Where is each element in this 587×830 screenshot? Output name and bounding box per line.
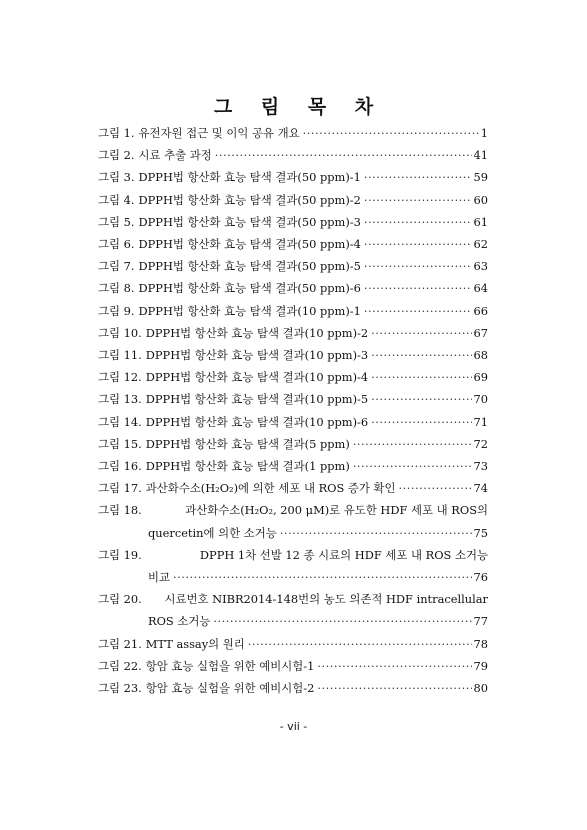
page-number: 62 [473, 237, 488, 252]
page-number: 61 [473, 214, 488, 229]
page-number: 71 [473, 414, 488, 429]
page-number: 75 [473, 525, 488, 540]
leader-dots [353, 433, 472, 455]
toc-entry-wrapped[interactable] [98, 544, 488, 588]
toc-entry[interactable]: 그림 21. MTT assay의 원리 ····· 78 [98, 633, 488, 655]
leader-dots [371, 388, 471, 410]
page-number: 63 [473, 259, 488, 274]
entry-first-line: 그림 18. 과산화수소(H₂O₂, 200 μM)로 유도한 HDF 세포 내 ROS의 [98, 503, 488, 518]
page-number: 59 [473, 170, 488, 185]
leader-dots [364, 300, 472, 322]
toc-entry[interactable]: 그림 17. 과산화수소(H₂O₂)에 의한 세포 내 ROS 증가 확인 ····· 74 [98, 477, 488, 499]
page-number: 76 [473, 570, 488, 585]
entry-first-line: 그림 19. DPPH 1차 선발 12 종 시료의 HDF 세포 내 ROS 소거능 [98, 547, 488, 562]
leader-dots [364, 233, 472, 255]
leader-dots [371, 344, 471, 366]
page-number: 78 [473, 636, 488, 651]
toc-entry[interactable]: 그림 9. DPPH법 항산화 효능 탐색 결과(10 ppm)-1 ····· 66 [98, 300, 488, 322]
page-title: 그 림 목 차 [213, 96, 385, 118]
toc-entry[interactable]: 그림 16. DPPH법 항산화 효능 탐색 결과(1 ppm) ····· 73 [98, 455, 488, 477]
leader-dots [213, 610, 471, 632]
page-number: 80 [473, 681, 488, 696]
toc-entry[interactable]: 그림 6. DPPH법 항산화 효능 탐색 결과(50 ppm)-4 ····· 62 [98, 233, 488, 255]
leader-dots [280, 522, 472, 544]
page-number: 41 [473, 148, 488, 163]
toc-entry[interactable]: 그림 1. 유전자원 접근 및 이익 공유 개요 ····· 1 [98, 122, 488, 144]
leader-dots [364, 255, 472, 277]
page-number: 66 [473, 303, 488, 318]
toc-entry[interactable]: 그림 11. DPPH법 항산화 효능 탐색 결과(10 ppm)-3 ····· 68 [98, 344, 488, 366]
leader-dots [303, 122, 479, 144]
leader-dots [173, 566, 471, 588]
page-footer-number: - vii - [279, 720, 308, 733]
leader-dots [371, 322, 471, 344]
leader-dots [364, 211, 472, 233]
toc-entry[interactable]: 그림 3. DPPH법 항산화 효능 탐색 결과(50 ppm)-1 ····· 59 [98, 166, 488, 188]
page-number: 73 [473, 459, 488, 474]
toc-entry-wrapped[interactable] [98, 499, 488, 543]
toc-entry[interactable]: 그림 8. DPPH법 항산화 효능 탐색 결과(50 ppm)-6 ····· 64 [98, 277, 488, 299]
leader-dots [317, 677, 471, 699]
leader-dots [364, 166, 472, 188]
toc-entry[interactable]: 그림 2. 시료 추출 과정 ····· 41 [98, 144, 488, 166]
page-number: 1 [480, 126, 488, 140]
page-number: 77 [473, 614, 488, 629]
toc-entry[interactable]: 그림 12. DPPH법 항산화 효능 탐색 결과(10 ppm)-4 ····· 69 [98, 366, 488, 388]
toc-entry[interactable]: 그림 5. DPPH법 항산화 효능 탐색 결과(50 ppm)-3 ····· 61 [98, 211, 488, 233]
page-number: 69 [473, 370, 488, 385]
page-number: 72 [473, 436, 488, 451]
page-number: 74 [473, 481, 488, 496]
toc-entry[interactable]: 그림 7. DPPH법 항산화 효능 탐색 결과(50 ppm)-5 ····· 63 [98, 255, 488, 277]
toc-entry[interactable]: 그림 10. DPPH법 항산화 효능 탐색 결과(10 ppm)-2 ····· 67 [98, 322, 488, 344]
entry-first-line: 그림 20. 시료번호 NIBR2014-148번의 농도 의존적 HDF intracellular [98, 592, 488, 607]
figure-list [98, 122, 488, 699]
page-number: 64 [473, 281, 488, 296]
entry-second-line: 비교 ····· 76 [98, 566, 488, 588]
page-number: 70 [473, 392, 488, 407]
toc-entry[interactable]: 그림 23. 항암 효능 실험을 위한 예비시험-2 ····· 80 [98, 677, 488, 699]
leader-dots [371, 366, 471, 388]
toc-entry[interactable]: 그림 15. DPPH법 항산화 효능 탐색 결과(5 ppm) ····· 72 [98, 433, 488, 455]
page-number: 60 [473, 192, 488, 207]
entry-second-line: quercetin에 의한 소거능 ····· 75 [98, 522, 488, 544]
toc-entry[interactable]: 그림 4. DPPH법 항산화 효능 탐색 결과(50 ppm)-2 ····· 60 [98, 189, 488, 211]
leader-dots [215, 144, 472, 166]
page-number: 68 [473, 348, 488, 363]
leader-dots [317, 655, 471, 677]
toc-entry[interactable]: 그림 22. 항암 효능 실험을 위한 예비시험-1 ····· 79 [98, 655, 488, 677]
leader-dots [364, 189, 472, 211]
toc-entry[interactable]: 그림 14. DPPH법 항산화 효능 탐색 결과(10 ppm)-6 ····· 71 [98, 411, 488, 433]
leader-dots [364, 277, 472, 299]
page-number: 79 [473, 658, 488, 673]
page-number: 67 [473, 325, 488, 340]
leader-dots [248, 633, 472, 655]
leader-dots [399, 477, 472, 499]
leader-dots [371, 411, 471, 433]
entry-second-line: ROS 소거능 ····· 77 [98, 610, 488, 632]
leader-dots [353, 455, 472, 477]
toc-entry-wrapped[interactable] [98, 588, 488, 632]
toc-entry[interactable]: 그림 13. DPPH법 항산화 효능 탐색 결과(10 ppm)-5 ····· 70 [98, 388, 488, 410]
